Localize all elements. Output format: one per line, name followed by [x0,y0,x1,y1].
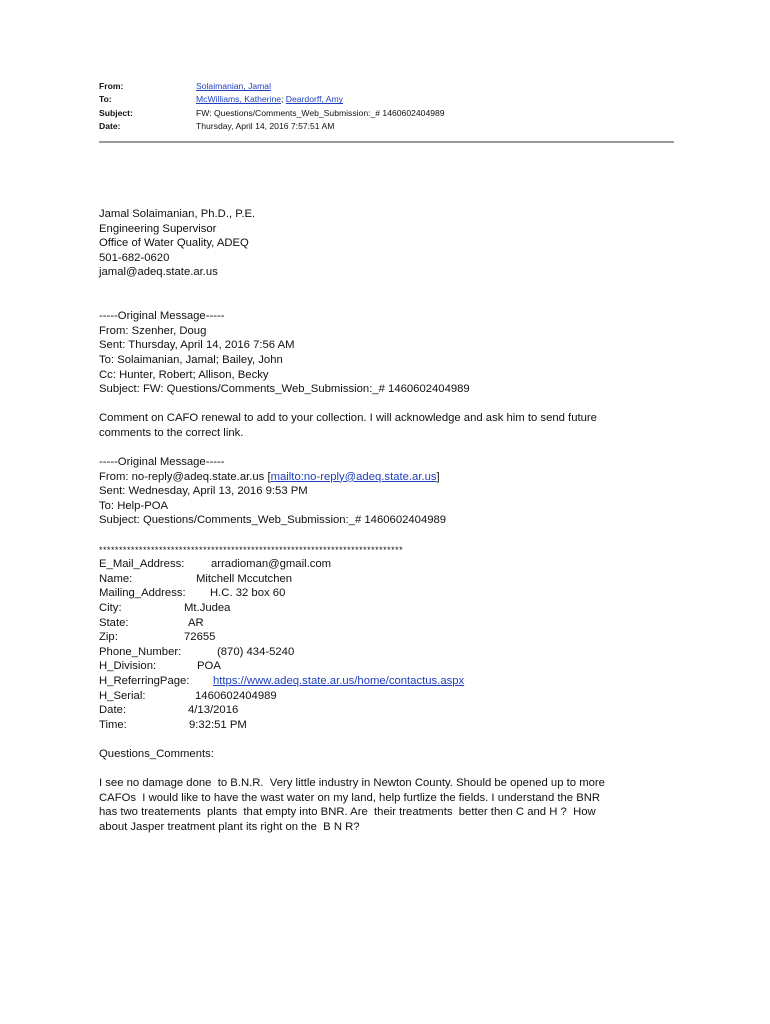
form-city-value: Mt.Judea [184,602,231,615]
form-phone-value: (870) 434-5240 [217,645,295,658]
form-email-value: arradioman@gmail.com [211,558,332,571]
signature-phone: 501-682-0620 [99,251,170,264]
date-value: Thursday, April 14, 2016 7:57:51 AM [196,121,335,132]
signature-name: Jamal Solaimanian, Ph.D., P.E. [99,208,256,220]
form-date-label: Date: [99,704,127,717]
date-label: Date: [99,121,121,132]
mailto-link[interactable]: mailto:no-reply@adeq.state.ar.us [270,470,437,483]
form-time-value: 9:32:51 PM [189,718,247,731]
to-separator: ; [281,94,286,105]
to-label: To: [99,94,112,105]
header-from-row [99,80,674,93]
header-divider [99,141,674,143]
original1-to: To: Solaimanian, Jamal; Bailey, John [99,353,283,366]
original2-from [99,470,674,485]
form-address-row [99,586,674,601]
form-address-label: Mailing_Address: [99,587,186,600]
subject-label: Subject: [99,107,133,118]
signature-office: Office of Water Quality, ADEQ [99,237,249,250]
form-phone-label: Phone_Number: [99,645,182,658]
subject-value: FW: Questions/Comments_Web_Submission:_# 1460602404989 [196,107,445,118]
header-to-row [99,93,674,106]
form-serial-value: 1460602404989 [195,689,277,702]
from-link[interactable]: Solaimanian, Jamal [196,81,271,91]
original-message-divider-1: -----Original Message----- [99,310,225,323]
form-zip-row [99,630,674,645]
form-email-label: E_Mail_Address: [99,558,185,571]
to-link-2[interactable]: Deardorff, Amy [285,94,343,105]
original-message-divider-2: -----Original Message----- [99,456,225,469]
original2-from-prefix: From: no-reply@adeq.state.ar.us [ [99,470,271,483]
form-date-row [99,703,674,718]
form-email-row [99,557,674,572]
form-division-label: H_Division: [99,660,157,673]
header-subject-row [99,107,674,120]
original1-subject: Subject: FW: Questions/Comments_Web_Submission:_# 1460602404989 [99,383,470,396]
comment-line-1: Comment on CAFO renewal to add to your collection. I will acknowledge and ask him to send future [99,412,597,425]
form-referring-label: H_ReferringPage: [99,675,190,687]
email-header [99,80,674,134]
referring-page-link[interactable]: https://www.adeq.state.ar.us/home/contactus.aspx [213,675,465,687]
original2-from-suffix: ] [436,470,440,483]
form-city-row [99,601,674,616]
original2-sent: Sent: Wednesday, April 13, 2016 9:53 PM [99,485,308,498]
form-serial-label: H_Serial: [99,689,146,702]
email-body [99,207,674,835]
form-name-row [99,572,674,587]
original1-from: From: Szenher, Doug [99,324,207,337]
form-time-label: Time: [99,718,127,731]
comment-line-2: comments to the correct link. [99,426,244,439]
form-referring-row [99,674,674,689]
to-link-1[interactable]: McWilliams, Katherine [196,94,282,105]
form-state-value: AR [188,616,204,629]
form-phone-row [99,645,674,660]
form-date-value: 4/13/2016 [188,704,239,717]
questions-heading: Questions_Comments: [99,747,214,760]
form-state-label: State: [99,616,129,629]
form-name-label: Name: [99,572,133,585]
signature-title: Engineering Supervisor [99,222,217,235]
form-city-label: City: [99,602,122,615]
asterisk-separator: **************************************************************************** [99,544,404,555]
questions-line-3: has two treatements plants that empty into BNR. Are their treatments better then C and H ? How [99,806,596,819]
original2-to: To: Help-POA [99,499,169,512]
form-division-row [99,659,674,674]
original2-subject: Subject: Questions/Comments_Web_Submission:_# 1460602404989 [99,514,447,527]
questions-line-2: CAFOs I would like to have the wast water on my land, help furtlize the fields. I understand the BNR [99,791,601,804]
original1-cc: Cc: Hunter, Robert; Allison, Becky [99,368,269,381]
form-zip-label: Zip: [99,631,118,644]
form-time-row [99,718,674,733]
header-date-row [99,120,674,133]
form-division-value: POA [197,660,221,673]
form-name-value: Mitchell Mccutchen [196,572,293,585]
form-serial-row [99,689,674,704]
from-label: From: [99,81,124,91]
form-address-value: H.C. 32 box 60 [210,587,286,600]
form-zip-value: 72655 [184,631,216,644]
signature-email: jamal@adeq.state.ar.us [99,266,218,279]
original1-sent: Sent: Thursday, April 14, 2016 7:56 AM [99,339,295,352]
form-state-row [99,616,674,631]
questions-line-1: I see no damage done to B.N.R. Very little industry in Newton County. Should be opened up to more [99,777,605,790]
questions-line-4: about Jasper treatment plant its right on the B N R? [99,820,360,833]
